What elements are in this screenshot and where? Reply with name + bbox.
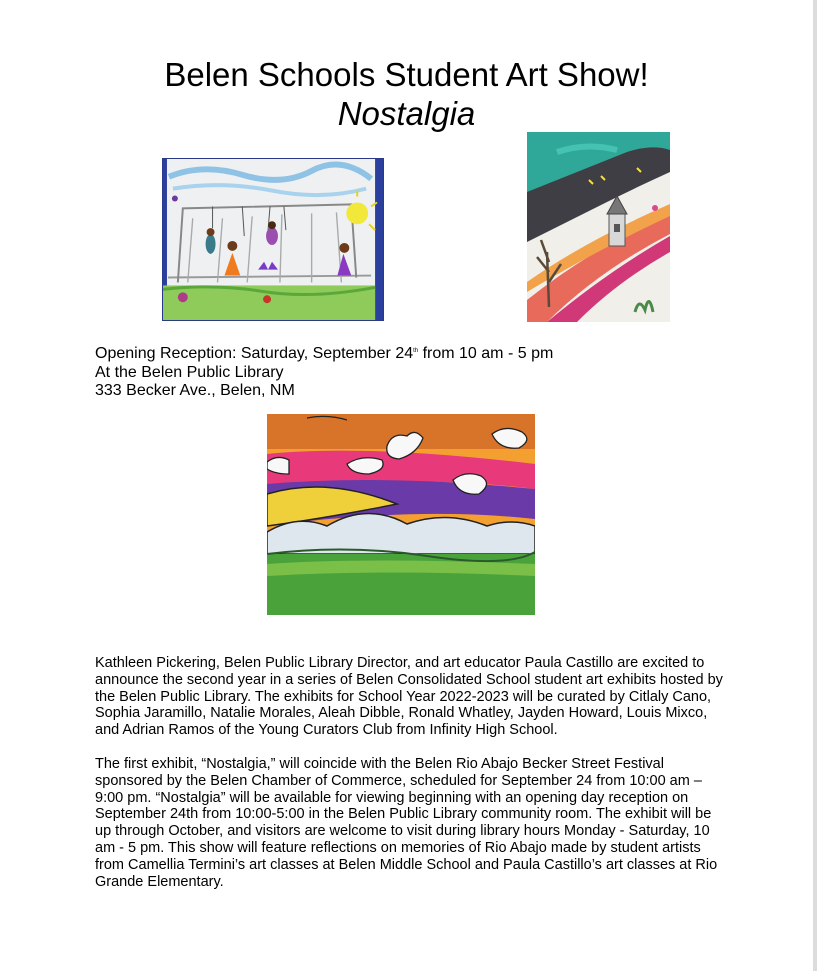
reception-line	[95, 342, 553, 364]
location-line: At the Belen Public Library	[95, 363, 284, 381]
sunset-landscape-painting-icon	[267, 414, 535, 615]
reception-superscript: th	[413, 348, 419, 354]
reception-suffix: from 10 am - 5 pm	[418, 345, 554, 362]
reception-prefix: Opening Reception: Saturday, September 24	[95, 345, 414, 362]
paragraph-intro: Kathleen Pickering, Belen Public Library Director, and art educator Paula Castillo are excited to announce the second year in a series of Belen Consolidated School student art exhibits hosted by the Belen Public Library. The exhibits for School Year 2022-2023 will be curated by Citlaly Cano, Sophia Jaramillo, Natalie Morales, Aleah Dibble, Ronald Whatley, Jayden Howard, Louis Mixco, and Adrian Ramos of the Young Curators Club from Infinity High School.	[95, 655, 723, 739]
house-sunset-painting-icon	[527, 132, 670, 322]
address-line: 333 Becker Ave., Belen, NM	[95, 382, 295, 399]
page-edge	[813, 0, 817, 971]
page-title: Belen Schools Student Art Show!	[164, 56, 649, 93]
playground-drawing-icon	[162, 158, 384, 321]
event-details	[95, 342, 553, 401]
page-subtitle: Nostalgia	[337, 95, 476, 132]
paragraph-exhibit: The first exhibit, “Nostalgia,” will coincide with the Belen Rio Abajo Becker Street Festival sponsored by the Belen Chamber of Commerce, scheduled for September 24 from 10:00 am – 9:00 pm. “Nostalgia” will be available for viewing beginning with an opening day reception on September 24th from 10:00-5:00 in the Belen Public Library community room. The exhibit will be up through October, and visitors are welcome to visit during library hours Monday - Saturday, 10 am - 5 pm. This show will feature reflections on memories of Rio Abajo made by student artists from Camellia Termini’s art classes at Belen Middle School and Paula Castillo’s art classes at Rio Grande Elementary.	[95, 756, 718, 890]
